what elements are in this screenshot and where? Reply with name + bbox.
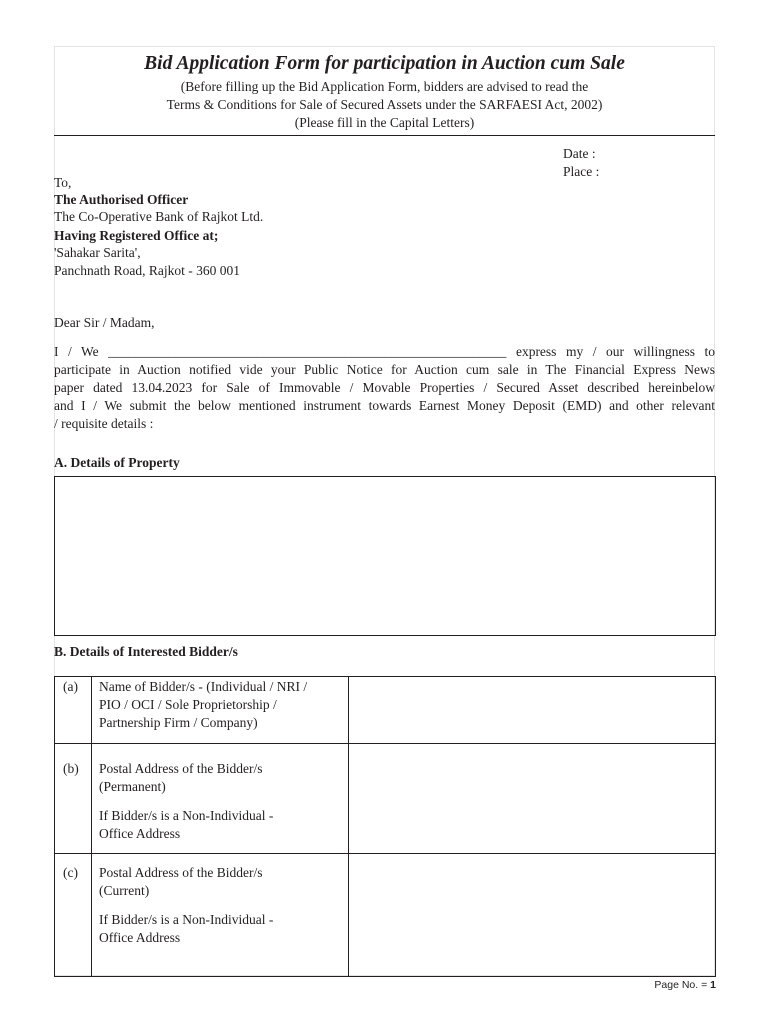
bidder-name-field[interactable]	[350, 678, 714, 742]
row-a-index: (a)	[63, 679, 78, 694]
row-a-label-line-2: PIO / OCI / Sole Proprietorship /	[99, 697, 277, 712]
letter-line-5: / requisite details :	[54, 416, 154, 431]
row-b-index: (b)	[63, 761, 79, 776]
row-b-label-line-1: Postal Address of the Bidder/s	[99, 761, 263, 776]
date-field[interactable]	[606, 146, 714, 163]
page-number: 1	[710, 979, 716, 991]
letter-line-4: and I / We submit the below mentioned instrument towards Earnest Money Deposit (EMD) and other relevant	[54, 398, 715, 413]
row-c-label	[99, 864, 273, 947]
address-line-1: 'Sahakar Sarita',	[54, 245, 141, 260]
row-c-label-line-2: (Current)	[99, 883, 150, 898]
property-details-box[interactable]	[54, 476, 716, 636]
address-registered-label: Having Registered Office at;	[54, 228, 219, 243]
row-a-label-line-3: Partnership Firm / Company)	[99, 715, 258, 730]
table-row-divider-2	[54, 853, 716, 854]
place-field[interactable]	[610, 164, 714, 181]
row-b-label-line-2: (Permanent)	[99, 779, 166, 794]
row-b-label-line-3: If Bidder/s is a Non-Individual -	[99, 808, 274, 823]
page-label: Page No. =	[654, 979, 711, 991]
page-number-footer	[654, 979, 716, 991]
address-officer: The Authorised Officer	[54, 192, 189, 207]
date-label: Date :	[563, 146, 596, 161]
row-b-label	[99, 760, 273, 843]
permanent-address-field[interactable]	[350, 745, 714, 852]
table-column-divider-2	[348, 676, 349, 977]
subtitle-line-1: (Before filling up the Bid Application Form, bidders are advised to read the	[180, 79, 589, 94]
section-a-heading: A. Details of Property	[54, 455, 180, 470]
subtitle-line-3: (Please fill in the Capital Letters)	[294, 115, 475, 130]
table-column-divider-1	[91, 676, 92, 977]
table-row-divider-1	[54, 743, 716, 744]
header-rule	[54, 135, 715, 136]
row-a-label-line-1: Name of Bidder/s - (Individual / NRI /	[99, 679, 308, 694]
salutation: Dear Sir / Madam,	[54, 315, 155, 330]
row-b-label-line-4: Office Address	[99, 826, 181, 841]
letter-line-2: participate in Auction notified vide your Public Notice for Auction cum sale in The Financial Express News	[54, 362, 715, 377]
current-address-field[interactable]	[350, 855, 714, 975]
form-title: Bid Application Form for participation in Auction cum Sale	[144, 53, 625, 74]
address-bank: The Co-Operative Bank of Rajkot Ltd.	[54, 209, 264, 224]
subtitle-line-2: Terms & Conditions for Sale of Secured Assets under the SARFAESI Act, 2002)	[166, 97, 603, 112]
address-to: To,	[54, 175, 72, 190]
letter-line-1: I / We ___________________________________________________________ express my / our willingness to	[54, 344, 715, 359]
letter-line-3: paper dated 13.04.2023 for Sale of Immovable / Movable Properties / Secured Asset described hereinbelow	[54, 380, 715, 395]
row-c-index: (c)	[63, 865, 78, 880]
section-b-heading: B. Details of Interested Bidder/s	[54, 644, 238, 659]
bidder-name-blank-field[interactable]	[92, 343, 524, 360]
row-c-label-line-1: Postal Address of the Bidder/s	[99, 865, 263, 880]
row-c-label-line-3: If Bidder/s is a Non-Individual -	[99, 912, 274, 927]
address-line-2: Panchnath Road, Rajkot - 360 001	[54, 263, 240, 278]
row-c-label-line-4: Office Address	[99, 930, 181, 945]
place-label: Place :	[563, 164, 600, 179]
row-a-label	[99, 678, 307, 732]
